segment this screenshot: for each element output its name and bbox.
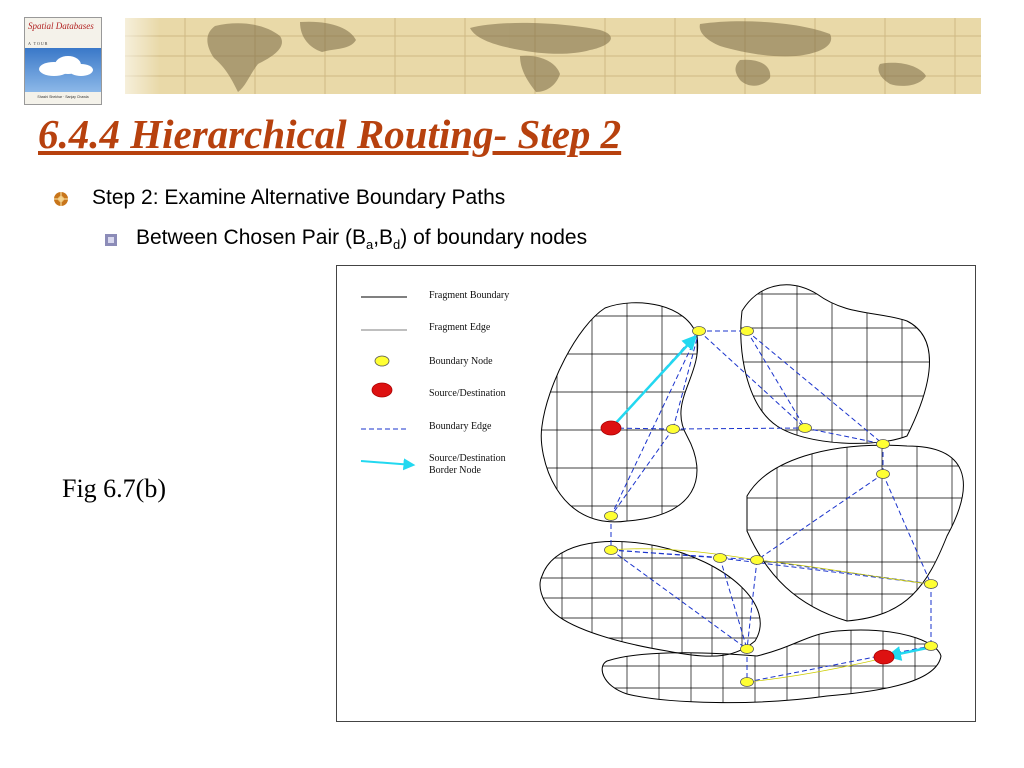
fragment-bottom bbox=[592, 626, 952, 711]
legend-fragment-edge-label: Fragment Edge bbox=[429, 322, 491, 333]
legend-border-node-arrow-icon bbox=[361, 461, 413, 465]
legend-source-destination-icon bbox=[372, 383, 392, 397]
legend-boundary-node-icon bbox=[375, 356, 389, 366]
slide-title: 6.4.4 Hierarchical Routing- Step 2 bbox=[38, 111, 622, 157]
book-cover-authors: Shashi Shekhar · Sanjay Chawla bbox=[37, 95, 89, 99]
legend bbox=[361, 290, 509, 476]
fragment-top-right-boundary bbox=[741, 285, 930, 444]
square-bullet-icon bbox=[104, 233, 118, 247]
bullet-text-step2: Step 2: Examine Alternative Boundary Paths bbox=[92, 186, 506, 209]
book-cover-sky-image bbox=[25, 48, 101, 92]
boundary-edges bbox=[611, 331, 931, 682]
fragment-bottom-left bbox=[532, 531, 777, 666]
legend-fragment-boundary-label: Fragment Boundary bbox=[429, 290, 510, 301]
book-cover-title: Spatial Databases bbox=[28, 21, 94, 31]
boundary-node bbox=[667, 425, 680, 434]
legend-border-node-label-1: Source/Destination bbox=[429, 453, 506, 464]
fragment-top-left bbox=[517, 286, 717, 536]
legend-source-destination-label: Source/Destination bbox=[429, 388, 506, 399]
boundary-node bbox=[605, 546, 618, 555]
boundary-node bbox=[877, 470, 890, 479]
routing-diagram-svg bbox=[337, 266, 977, 723]
boundary-node bbox=[925, 642, 938, 651]
source-border-arrow bbox=[614, 337, 695, 425]
boundary-node bbox=[751, 556, 764, 565]
header-banner bbox=[0, 0, 1024, 100]
fragment-middle-right bbox=[737, 436, 977, 626]
boundary-node bbox=[693, 327, 706, 336]
boundary-node bbox=[741, 645, 754, 654]
legend-boundary-node-label: Boundary Node bbox=[429, 356, 493, 367]
fragment-top-right bbox=[727, 276, 947, 456]
bullet-text-between-pair: Between Chosen Pair $(B_a,B_d)$ of boundary nodes bbox=[136, 226, 588, 253]
boundary-node bbox=[799, 424, 812, 433]
boundary-node bbox=[741, 678, 754, 687]
routing-diagram bbox=[336, 265, 976, 722]
legend-border-node-label-2: Border Node bbox=[429, 465, 481, 476]
fragment-top-left-boundary bbox=[541, 303, 697, 522]
boundary-node bbox=[741, 327, 754, 336]
sunburst-bullet-icon bbox=[52, 190, 70, 208]
book-cover bbox=[24, 17, 102, 105]
source-node bbox=[601, 421, 621, 435]
figure-caption: Fig 6.7(b) bbox=[62, 474, 166, 503]
fragment-bottom-left-boundary bbox=[540, 541, 760, 656]
boundary-node bbox=[605, 512, 618, 521]
boundary-node bbox=[714, 554, 727, 563]
legend-boundary-edge-label: Boundary Edge bbox=[429, 421, 492, 432]
destination-border-arrow bbox=[889, 648, 927, 656]
boundary-node bbox=[925, 580, 938, 589]
book-cover-subtitle: A TOUR bbox=[28, 41, 49, 46]
map-fade bbox=[100, 18, 160, 94]
boundary-node bbox=[877, 440, 890, 449]
destination-node bbox=[874, 650, 894, 664]
